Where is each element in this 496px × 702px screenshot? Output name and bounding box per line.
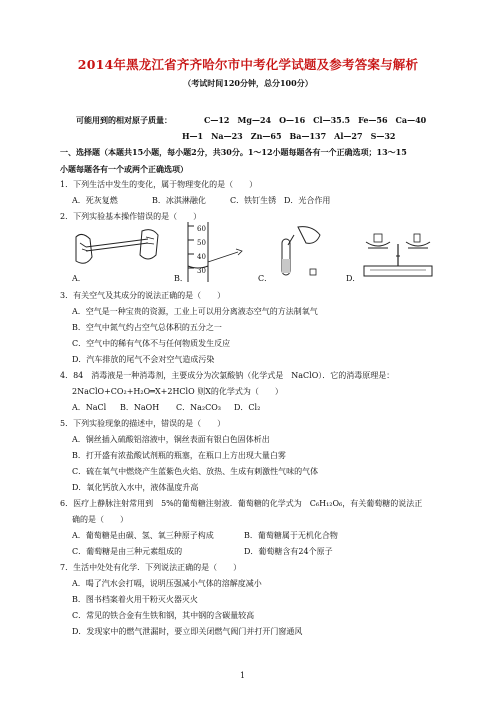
- figure-a-test-tube-hands: [72, 225, 162, 275]
- q6-stem-cont: 确的是（ ）: [72, 515, 128, 524]
- q4-stem: 4．84 消毒液是一种消毒剂，主要成分为次氯酸钠（化学式是 NaClO）．它的消毒原理是：: [60, 371, 395, 380]
- cylinder-tick-40: 40: [197, 253, 206, 261]
- q6-option-a: A．葡萄糖是由碳、氢、氧三种原子构成: [72, 531, 214, 540]
- figure-b-graduated-cylinder: [186, 222, 246, 284]
- q6-option-b: B．葡萄糖属于无机化合物: [244, 531, 338, 540]
- q5-option-d: D．氧化钙放入水中，液体温度升高: [72, 483, 199, 492]
- q5-stem: 5．下列实验现象的描述中，错误的是（ ）: [60, 419, 226, 428]
- q5-option-b: B．打开盛有浓盐酸试剂瓶的瓶塞，在瓶口上方出现大量白雾: [72, 451, 286, 460]
- q7-option-c: C．常见的铁合金有生铁和钢，其中钢的含碳量较高: [72, 611, 255, 620]
- q6-option-d: D．葡萄糖含有24个原子: [244, 547, 333, 556]
- page-title: 2014年黑龙江省齐齐哈尔市中考化学试题及参考答案与解析: [77, 57, 419, 72]
- q1-option-b: B．冰淇淋融化: [152, 196, 206, 205]
- q1-option-c: C．铁钉生锈: [230, 196, 277, 205]
- section1-heading-cont: 小题每题各有一个或两个正确选项）: [60, 164, 188, 174]
- q3-option-a: A．空气是一种宝贵的资源，工业上可以用分离液态空气的方法制氧气: [72, 307, 318, 316]
- atomic-mass-row1: C—12 Mg—24 O—16 Cl—35.5 Fe—56 Ca—40: [204, 115, 427, 125]
- q2-option-a: A．: [72, 274, 86, 283]
- q4-option-b: B．NaOH: [120, 403, 160, 412]
- q4-equation: 2NaClO+CO₂+H₂O═X+2HClO 则X的化学式为（ ）: [72, 387, 283, 396]
- q6-option-c: C．葡萄糖是由三种元素组成的: [72, 547, 183, 556]
- q4-option-a: A．NaCl: [72, 403, 107, 412]
- q4-option-c: C．Na₂CO₃: [176, 403, 221, 412]
- q7-option-a: A．喝了汽水会打嗝，说明压强减小气体的溶解度减小: [72, 579, 262, 588]
- q1-option-a: A．死灰复燃: [72, 196, 118, 205]
- cylinder-tick-50: 50: [197, 239, 206, 247]
- q3-stem: 3．有关空气及其成分的说法正确的是（ ）: [60, 291, 226, 300]
- q7-option-d: D．发现家中的燃气泄漏时，要立即关闭燃气阀门并打开门窗通风: [72, 627, 303, 636]
- q2-option-c: C．: [258, 274, 273, 283]
- q1-stem: 1．下列生活中发生的变化，属于物理变化的是（ ）: [60, 180, 258, 189]
- atomic-mass-label: 可能用到的相对原子质量：: [76, 115, 172, 125]
- page-number: 1: [240, 671, 246, 680]
- q4-option-d: D．Cl₂: [234, 403, 261, 412]
- q6-stem: 6．医疗上静脉注射常用到 5%的葡萄糖注射液．葡萄糖的化学式为 C₆H₁₂O₆，有关葡萄糖的说法正: [60, 499, 423, 508]
- q2-option-b: B．: [174, 274, 188, 283]
- q3-option-b: B．空气中氮气约占空气总体积的五分之一: [72, 323, 222, 332]
- q1-option-d: D．光合作用: [284, 196, 331, 205]
- q3-option-d: D．汽车排放的尾气不会对空气造成污染: [72, 355, 215, 364]
- cylinder-tick-60: 60: [197, 225, 206, 233]
- q3-option-c: C．空气中的稀有气体不与任何物质发生反应: [72, 339, 231, 348]
- atomic-mass-row2: H—1 Na—23 Zn—65 Ba—137 Al—27 S—32: [182, 131, 396, 141]
- q5-option-c: C．硫在氧气中燃烧产生蓝紫色火焰、放热、生成有刺激性气味的气体: [72, 467, 319, 476]
- q7-stem: 7．生活中处处有化学．下列说法正确的是（ ）: [60, 563, 242, 572]
- exam-time-note: （考试时间120分钟，总分100分）: [183, 78, 313, 88]
- q2-option-d: D．: [346, 274, 361, 283]
- q7-option-b: B．图书档案着火用干粉灭火器灭火: [72, 595, 198, 604]
- figure-d-balance-scale: [360, 226, 436, 280]
- figure-c-dropper-test-tube: [268, 225, 328, 281]
- cylinder-tick-30: 30: [197, 267, 206, 275]
- q5-option-a: A．铜丝插入硫酸铝溶液中，铜丝表面有银白色固体析出: [72, 435, 270, 444]
- section1-heading: 一、选择题（本题共15小题，每小题2分，共30分。1～12小题每题各有一个正确选项；13～15: [60, 147, 407, 157]
- q2-stem: 2．下列实验基本操作错误的是（ ）: [60, 212, 202, 221]
